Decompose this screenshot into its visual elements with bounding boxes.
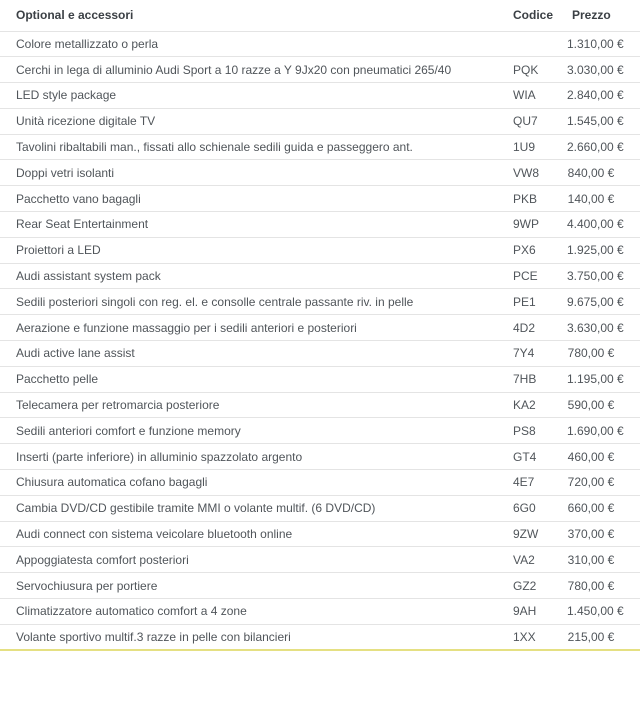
option-code-cell: 9AH [513,599,567,625]
option-code-cell: 1U9 [513,134,567,160]
option-code-cell: 9ZW [513,521,567,547]
table-row [0,315,640,341]
option-name-cell: Proiettori a LED [0,237,513,263]
option-price-cell: 215,00 € [567,624,640,650]
table-row [0,624,640,650]
option-name-cell: Chiusura automatica cofano bagagli [0,470,513,496]
table-row [0,237,640,263]
option-name-cell: Servochiusura per portiere [0,573,513,599]
option-price-cell: 3.030,00 € [567,57,640,83]
option-name-cell: Audi connect con sistema veicolare bluetooth online [0,521,513,547]
option-price-cell: 3.750,00 € [567,263,640,289]
table-row [0,341,640,367]
option-price-cell: 1.925,00 € [567,237,640,263]
option-name-cell: Pacchetto vano bagagli [0,186,513,212]
option-price-cell: 310,00 € [567,547,640,573]
option-code-cell: 4D2 [513,315,567,341]
table-row [0,83,640,109]
option-price-cell: 9.675,00 € [567,289,640,315]
option-code-cell: 9WP [513,212,567,238]
option-name-cell: Rear Seat Entertainment [0,212,513,238]
option-code-cell: 6G0 [513,495,567,521]
table-row [0,495,640,521]
option-name-cell: Audi assistant system pack [0,263,513,289]
option-price-cell: 4.400,00 € [567,212,640,238]
table-row [0,599,640,625]
option-code-cell: 4E7 [513,470,567,496]
table-row [0,444,640,470]
table-row [0,134,640,160]
table-row [0,470,640,496]
option-code-cell: GZ2 [513,573,567,599]
option-price-cell: 460,00 € [567,444,640,470]
table-row [0,31,640,57]
option-code-cell: PX6 [513,237,567,263]
table-row [0,108,640,134]
option-code-cell: QU7 [513,108,567,134]
option-code-cell: WIA [513,83,567,109]
table-row [0,366,640,392]
column-header-prezzo: Prezzo [567,0,640,31]
option-price-cell: 1.310,00 € [567,31,640,57]
option-code-cell: PKB [513,186,567,212]
option-price-cell: 840,00 € [567,160,640,186]
option-name-cell: Sedili anteriori comfort e funzione memory [0,418,513,444]
option-name-cell: Cambia DVD/CD gestibile tramite MMI o volante multif. (6 DVD/CD) [0,495,513,521]
table-row [0,212,640,238]
option-code-cell: 1XX [513,624,567,650]
option-name-cell: Inserti (parte inferiore) in alluminio spazzolato argento [0,444,513,470]
option-name-cell: Tavolini ribaltabili man., fissati allo schienale sedili guida e passeggero ant. [0,134,513,160]
table-row [0,573,640,599]
option-price-cell: 3.630,00 € [567,315,640,341]
table-row [0,160,640,186]
option-code-cell: VW8 [513,160,567,186]
option-price-cell: 370,00 € [567,521,640,547]
option-price-cell: 780,00 € [567,573,640,599]
option-price-cell: 2.660,00 € [567,134,640,160]
option-name-cell: Pacchetto pelle [0,366,513,392]
option-price-cell: 720,00 € [567,470,640,496]
column-header-optional: Optional e accessori [0,0,513,31]
option-code-cell: PCE [513,263,567,289]
option-price-cell: 1.690,00 € [567,418,640,444]
option-name-cell: Climatizzatore automatico comfort a 4 zone [0,599,513,625]
option-code-cell: GT4 [513,444,567,470]
table-row [0,289,640,315]
option-name-cell: Unità ricezione digitale TV [0,108,513,134]
table-row [0,57,640,83]
option-name-cell: Appoggiatesta comfort posteriori [0,547,513,573]
table-row [0,263,640,289]
option-code-cell [513,31,567,57]
option-price-cell: 1.545,00 € [567,108,640,134]
option-code-cell: PE1 [513,289,567,315]
option-code-cell: 7Y4 [513,341,567,367]
table-row [0,418,640,444]
table-row [0,521,640,547]
option-price-cell: 1.195,00 € [567,366,640,392]
option-price-cell: 2.840,00 € [567,83,640,109]
option-price-cell: 780,00 € [567,341,640,367]
table-row [0,392,640,418]
option-name-cell: Colore metallizzato o perla [0,31,513,57]
option-code-cell: VA2 [513,547,567,573]
option-name-cell: Aerazione e funzione massaggio per i sedili anteriori e posteriori [0,315,513,341]
option-name-cell: Volante sportivo multif.3 razze in pelle con bilancieri [0,624,513,650]
table-header-row [0,0,640,31]
table-row [0,547,640,573]
option-name-cell: Cerchi in lega di alluminio Audi Sport a 10 razze a Y 9Jx20 con pneumatici 265/40 [0,57,513,83]
option-name-cell: Audi active lane assist [0,341,513,367]
column-header-codice: Codice [513,0,567,31]
option-code-cell: PS8 [513,418,567,444]
option-name-cell: Sedili posteriori singoli con reg. el. e consolle centrale passante riv. in pelle [0,289,513,315]
option-price-cell: 1.450,00 € [567,599,640,625]
table-row [0,186,640,212]
option-price-cell: 590,00 € [567,392,640,418]
option-code-cell: PQK [513,57,567,83]
option-name-cell: Doppi vetri isolanti [0,160,513,186]
option-price-cell: 140,00 € [567,186,640,212]
option-name-cell: LED style package [0,83,513,109]
option-price-cell: 660,00 € [567,495,640,521]
option-code-cell: KA2 [513,392,567,418]
option-name-cell: Telecamera per retromarcia posteriore [0,392,513,418]
option-code-cell: 7HB [513,366,567,392]
